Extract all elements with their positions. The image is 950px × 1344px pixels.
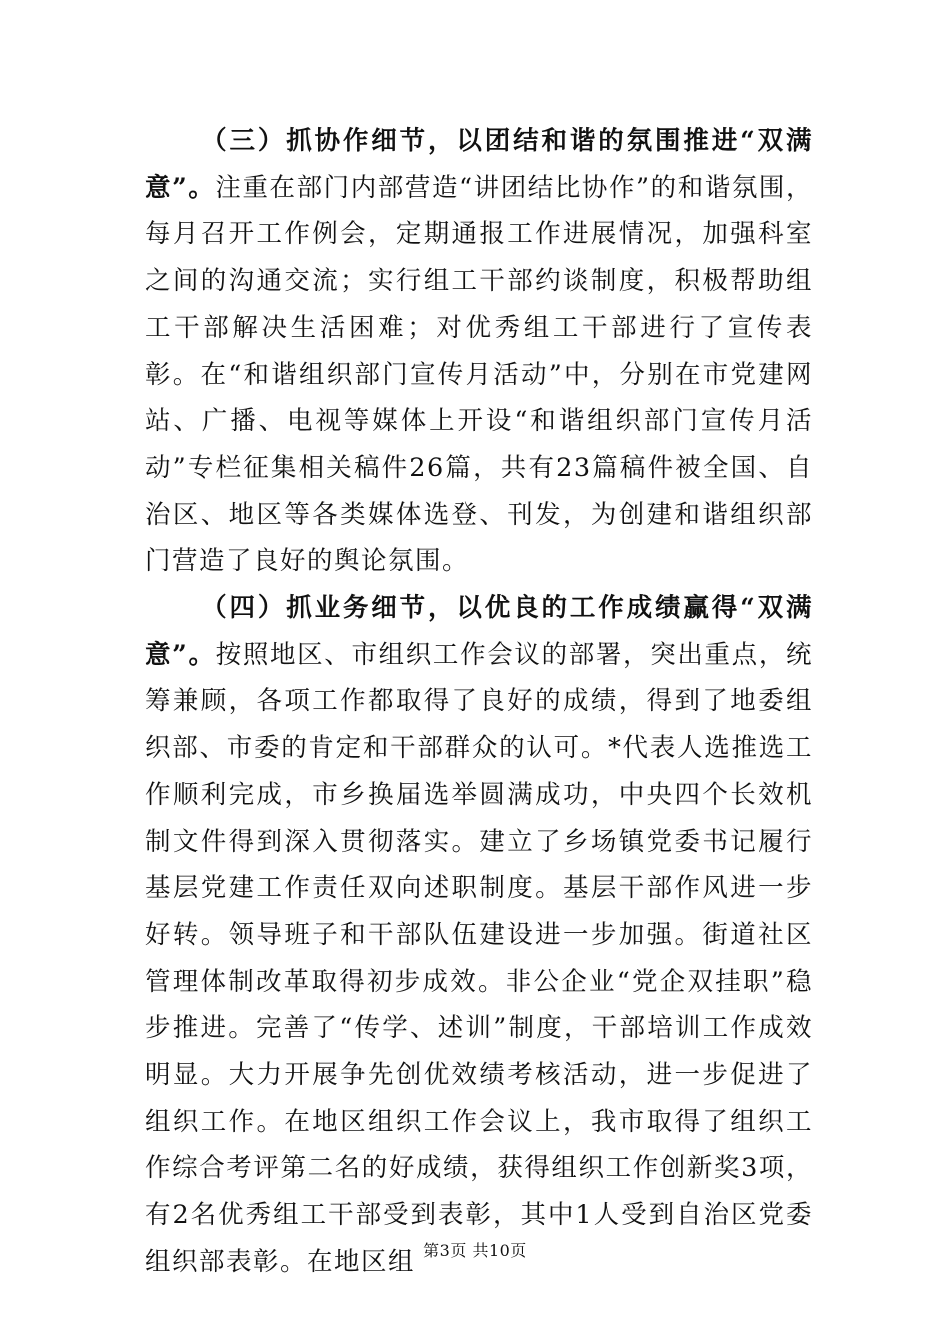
page-footer: 第3页 共10页 (423, 1241, 527, 1260)
paragraph-3-heading: （三）抓协作细节，以团结和谐的氛围推进“双满意”。 (145, 126, 813, 203)
paragraph-4-body: 按照地区、市组织工作会议的部署，突出重点，统筹兼顾，各项工作都取得了良好的成绩，得到了地委组织部、市委的肯定和干部群众的认可。*代表人选推选工作顺利完成，市乡换届选举圆满成功，中央四个长效机制文件得到深入贯彻落实。建立了乡场镇党委书记履行基层党建工作责任双向述职制度。基层干部作风进一步好转。领导班子和干部队伍建设进一步加强。街道社区管理体制改革取得初步成效。非公企业“党企双挂职”稳步推进。完善了“传学、述训”制度，干部培训工作成效明显。大力开展争先创优效绩考核活动，进一步促进了组织工作。在地区组织工作会议上，我市取得了组织工作综合考评第二名的好成绩，获得组织工作创新奖3项，有2名优秀组工干部受到表彰，其中1人受到自治区党委组织部表彰。在地区组 (145, 639, 813, 1277)
document-body (145, 118, 813, 1286)
paragraph-4-heading: （四）抓业务细节，以优良的工作成绩赢得“双满意”。 (145, 593, 813, 670)
paragraph-3 (145, 118, 813, 585)
paragraph-4 (145, 585, 813, 1286)
paragraph-3-body: 注重在部门内部营造“讲团结比协作”的和谐氛围，每月召开工作例会，定期通报工作进展情况，加强科室之间的沟通交流；实行组工干部约谈制度，积极帮助组工干部解决生活困难；对优秀组工干部进行了宣传表彰。在“和谐组织部门宣传月活动”中，分别在市党建网站、广播、电视等媒体上开设“和谐组织部门宣传月活动”专栏征集相关稿件26篇，共有23篇稿件被全国、自治区、地区等各类媒体选登、刊发，为创建和谐组织部门营造了良好的舆论氛围。 (145, 172, 814, 577)
